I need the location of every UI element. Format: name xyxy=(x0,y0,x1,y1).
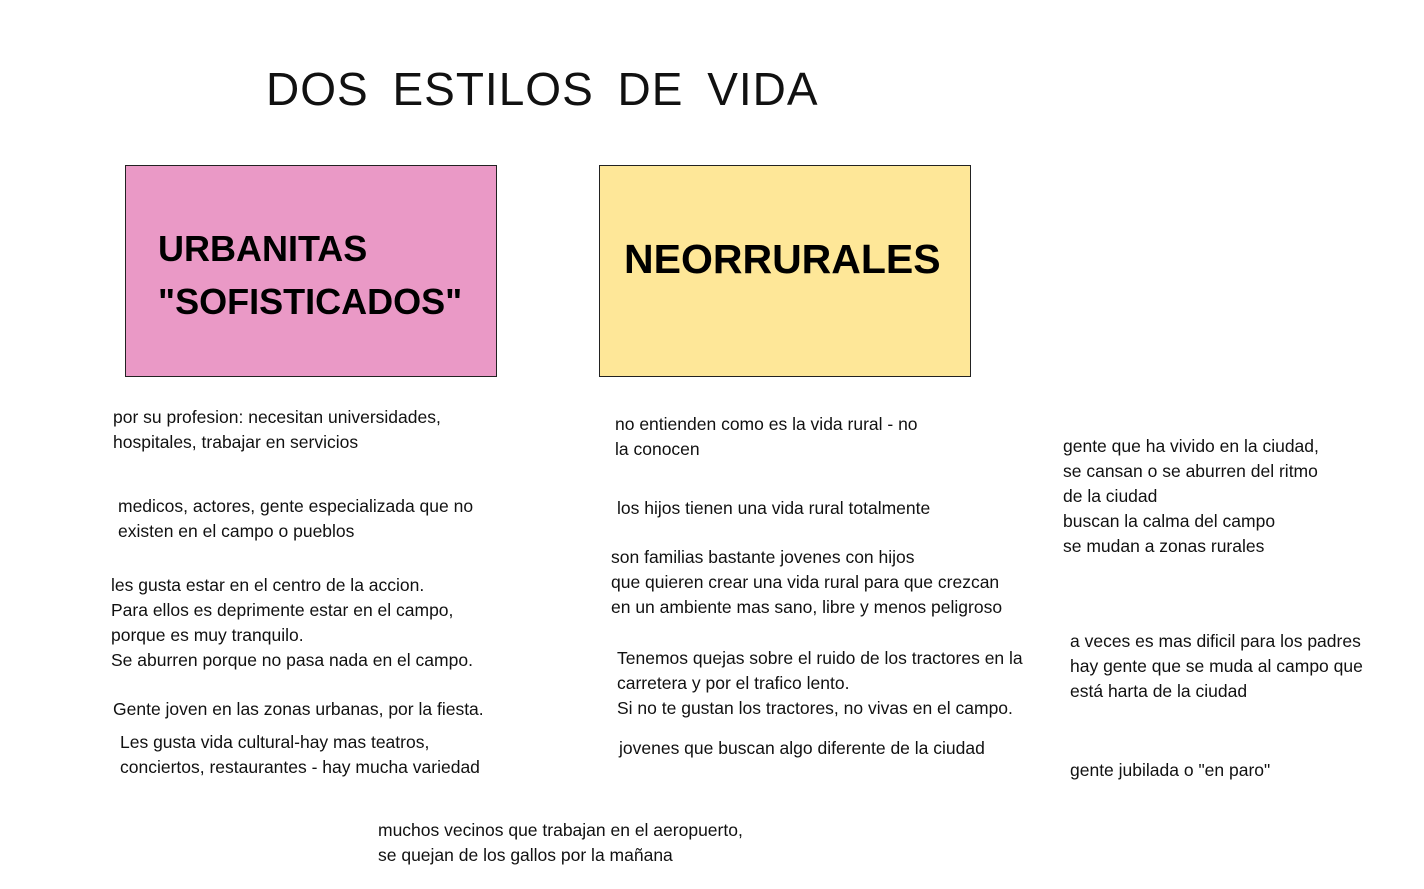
urban-note: Les gusta vida cultural-hay mas teatros, conciertos, restaurantes - hay mucha variedad xyxy=(120,732,480,777)
urban-note: por su profesion: necesitan universidades, hospitales, trabajar en servicios xyxy=(113,407,441,452)
rural-note: jovenes que buscan algo diferente de la ciudad xyxy=(619,738,985,758)
urbanitas-label: URBANITAS "SOFISTICADOS" xyxy=(158,228,463,322)
urban-note: medicos, actores, gente especializada que no existen en el campo o pueblos xyxy=(118,496,474,541)
urbanitas-card xyxy=(125,165,497,377)
bottom-note: muchos vecinos que trabajan en el aeropuerto, se quejan de los gallos por la mañana xyxy=(378,820,743,865)
rural-note: Tenemos quejas sobre el ruido de los tractores en la carretera y por el trafico lento. Si no te gustan los tractores, no vivas en el campo. xyxy=(617,648,1023,718)
urban-note: Gente joven en las zonas urbanas, por la fiesta. xyxy=(113,699,484,719)
extra-note: gente que ha vivido en la ciudad, se cansan o se aburren del ritmo de la ciudad buscan la calma del campo se mudan a zonas rurales xyxy=(1063,436,1319,556)
rural-note: los hijos tienen una vida rural totalmente xyxy=(617,498,931,518)
urban-note: les gusta estar en el centro de la accion. Para ellos es deprimente estar en el campo, porque es muy tranquilo. Se aburren porque no pasa nada en el campo. xyxy=(111,575,473,670)
rural-note: no entienden como es la vida rural - no la conocen xyxy=(615,414,918,459)
neorrurales-card xyxy=(599,165,971,377)
neorrurales-label: NEORRURALES xyxy=(624,236,941,282)
extra-note: gente jubilada o "en paro" xyxy=(1070,760,1271,780)
page-title: DOS ESTILOS DE VIDA xyxy=(266,63,819,115)
rural-note: son familias bastante jovenes con hijos que quieren crear una vida rural para que crezcan en un ambiente mas sano, libre y menos peligroso xyxy=(611,547,1003,617)
extra-note: a veces es mas dificil para los padres hay gente que se muda al campo que está harta de la ciudad xyxy=(1070,631,1363,701)
